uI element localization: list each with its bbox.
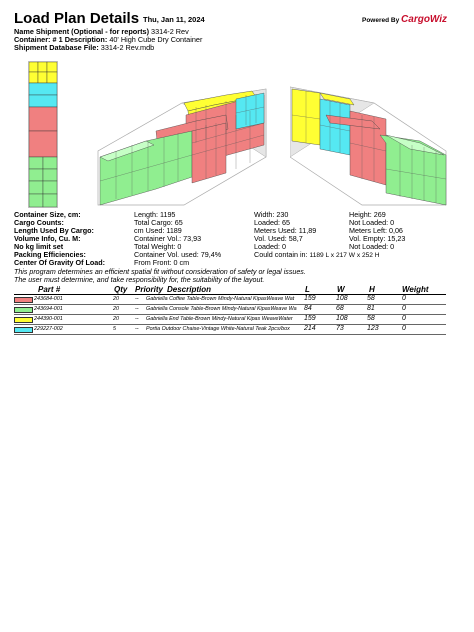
disclaimer-line-2: The user must determine, and take responsibility for, the suitability of the layout. [14, 276, 265, 284]
table-row-divider [14, 334, 446, 335]
table-divider [14, 294, 446, 295]
spec-label-weight: No kg limit set [14, 242, 64, 251]
table-cell-weight: 0 [402, 295, 406, 302]
database-line [14, 43, 154, 52]
spec-loaded-weight: Loaded: 0 [254, 242, 286, 251]
powered-by [362, 14, 447, 25]
top-view-diagram [28, 61, 58, 208]
spec-total-weight: Total Weight: 0 [134, 242, 182, 251]
shipment-name-label: Name Shipment (Optional - for reports) [14, 27, 149, 36]
table-cell-qty: 5 [113, 326, 116, 332]
spec-meters-left: Meters Left: 0,06 [349, 226, 403, 235]
table-row-divider [14, 314, 446, 315]
report-date: Thu, Jan 11, 2024 [143, 15, 205, 24]
color-swatch [14, 307, 33, 313]
table-cell-weight: 0 [402, 305, 406, 312]
table-row-divider [14, 324, 446, 325]
table-cell-desc: Gabriella Coffee Table-Brown Mindy-Natural KipasWeave Wat [146, 296, 295, 302]
table-cell-priority: -- [135, 296, 139, 302]
spec-vol-used: Vol. Used: 58,7 [254, 234, 303, 243]
spec-not-loaded-count: Not Loaded: 0 [349, 218, 395, 227]
col-header-priority: Priority [135, 285, 164, 294]
container-label: Container: # [14, 35, 57, 44]
spec-container-vol: Container Vol.: 73,93 [134, 234, 202, 243]
spec-width: Width: 230 [254, 210, 289, 219]
spec-label-length-used: Length Used By Cargo: [14, 226, 94, 235]
table-cell-part: 243694-001 [34, 306, 63, 312]
spec-label-packing: Packing Efficiencies: [14, 250, 86, 259]
color-swatch [14, 327, 33, 333]
table-cell-h: 81 [367, 305, 375, 312]
table-cell-w: 108 [336, 315, 348, 322]
table-row-divider [14, 304, 446, 305]
table-cell-l: 214 [304, 325, 316, 332]
isometric-view-right [290, 85, 448, 207]
table-cell-part: 229227-002 [34, 326, 63, 332]
spec-could-contain-value: 1189 L x 217 W x 252 H [309, 252, 380, 259]
spec-label-container-size: Container Size, cm: [14, 210, 81, 219]
color-swatch [14, 297, 33, 303]
table-cell-qty: 20 [113, 306, 119, 312]
table-cell-priority: -- [135, 316, 139, 322]
spec-label-volume-info: Volume Info, Cu. M: [14, 234, 81, 243]
col-header-part: Part # [38, 285, 61, 294]
table-cell-part: 243684-001 [34, 296, 63, 302]
table-cell-w: 108 [336, 295, 348, 302]
shipment-name-value: 3314-2 Rev [151, 27, 189, 36]
isometric-view-left [96, 85, 268, 207]
table-cell-w: 68 [336, 305, 344, 312]
spec-could-contain-label: Could contain in: [254, 250, 308, 259]
table-cell-w: 73 [336, 325, 344, 332]
table-cell-priority: -- [135, 326, 139, 332]
table-cell-l: 159 [304, 315, 316, 322]
spec-label-cargo-counts: Cargo Counts: [14, 218, 64, 227]
spec-container-vol-used: Container Vol. used: 79,4% [134, 250, 222, 259]
table-cell-qty: 20 [113, 296, 119, 302]
table-cell-desc: Gabriella Console Table-Brown Mindy-Natural KipasWeave Wa [146, 306, 297, 312]
table-cell-desc: Gabriella End Table-Brown Mindy-Natural Kipas WeaveWater [146, 316, 293, 322]
table-cell-priority: -- [135, 306, 139, 312]
table-cell-qty: 20 [113, 316, 119, 322]
container-number: 1 [58, 35, 63, 44]
spec-total-cargo: Total Cargo: 65 [134, 218, 183, 227]
table-cell-weight: 0 [402, 315, 406, 322]
table-cell-h: 58 [367, 295, 375, 302]
col-header-weight: Weight [402, 285, 429, 294]
spec-vol-empty: Vol. Empty: 15,23 [349, 234, 406, 243]
table-cell-weight: 0 [402, 325, 406, 332]
database-value: 3314-2 Rev.mdb [100, 43, 155, 52]
col-header-qty: Qty [114, 285, 128, 294]
col-header-length: L [305, 285, 310, 294]
table-cell-desc: Portia Outdoor Chaise-Vintage White-Natural Teak 2pcs/box [146, 326, 290, 332]
spec-height: Height: 269 [349, 210, 386, 219]
brand-logo: CargoWiz [401, 14, 448, 25]
database-label: Shipment Database File: [14, 43, 99, 52]
table-cell-h: 58 [367, 315, 375, 322]
description-label: Description: [64, 35, 108, 44]
spec-loaded-count: Loaded: 65 [254, 218, 290, 227]
table-cell-l: 84 [304, 305, 312, 312]
spec-cm-used: cm Used: 1189 [134, 226, 182, 235]
col-header-height: H [369, 285, 375, 294]
powered-by-label: Powered By [362, 17, 400, 24]
col-header-description: Description [167, 285, 212, 294]
description-value: 40' High Cube Dry Container [109, 35, 203, 44]
table-cell-part: 244390-001 [34, 316, 63, 322]
col-header-width: W [337, 285, 345, 294]
spec-could-contain [254, 250, 380, 259]
spec-length: Length: 1195 [134, 210, 176, 219]
disclaimer-line-1: This program determines an efficient spatial fit without consideration of safety or legal issues. [14, 268, 306, 276]
table-cell-l: 159 [304, 295, 316, 302]
spec-meters-used: Meters Used: 11,89 [254, 226, 317, 235]
page-title: Load Plan Details [14, 10, 140, 27]
spec-not-loaded-weight: Not Loaded: 0 [349, 242, 395, 251]
spec-label-gravity: Center Of Gravity Of Load: [14, 258, 106, 267]
color-swatch [14, 317, 33, 323]
table-cell-h: 123 [367, 325, 379, 332]
spec-from-front: From Front: 0 cm [134, 258, 190, 267]
